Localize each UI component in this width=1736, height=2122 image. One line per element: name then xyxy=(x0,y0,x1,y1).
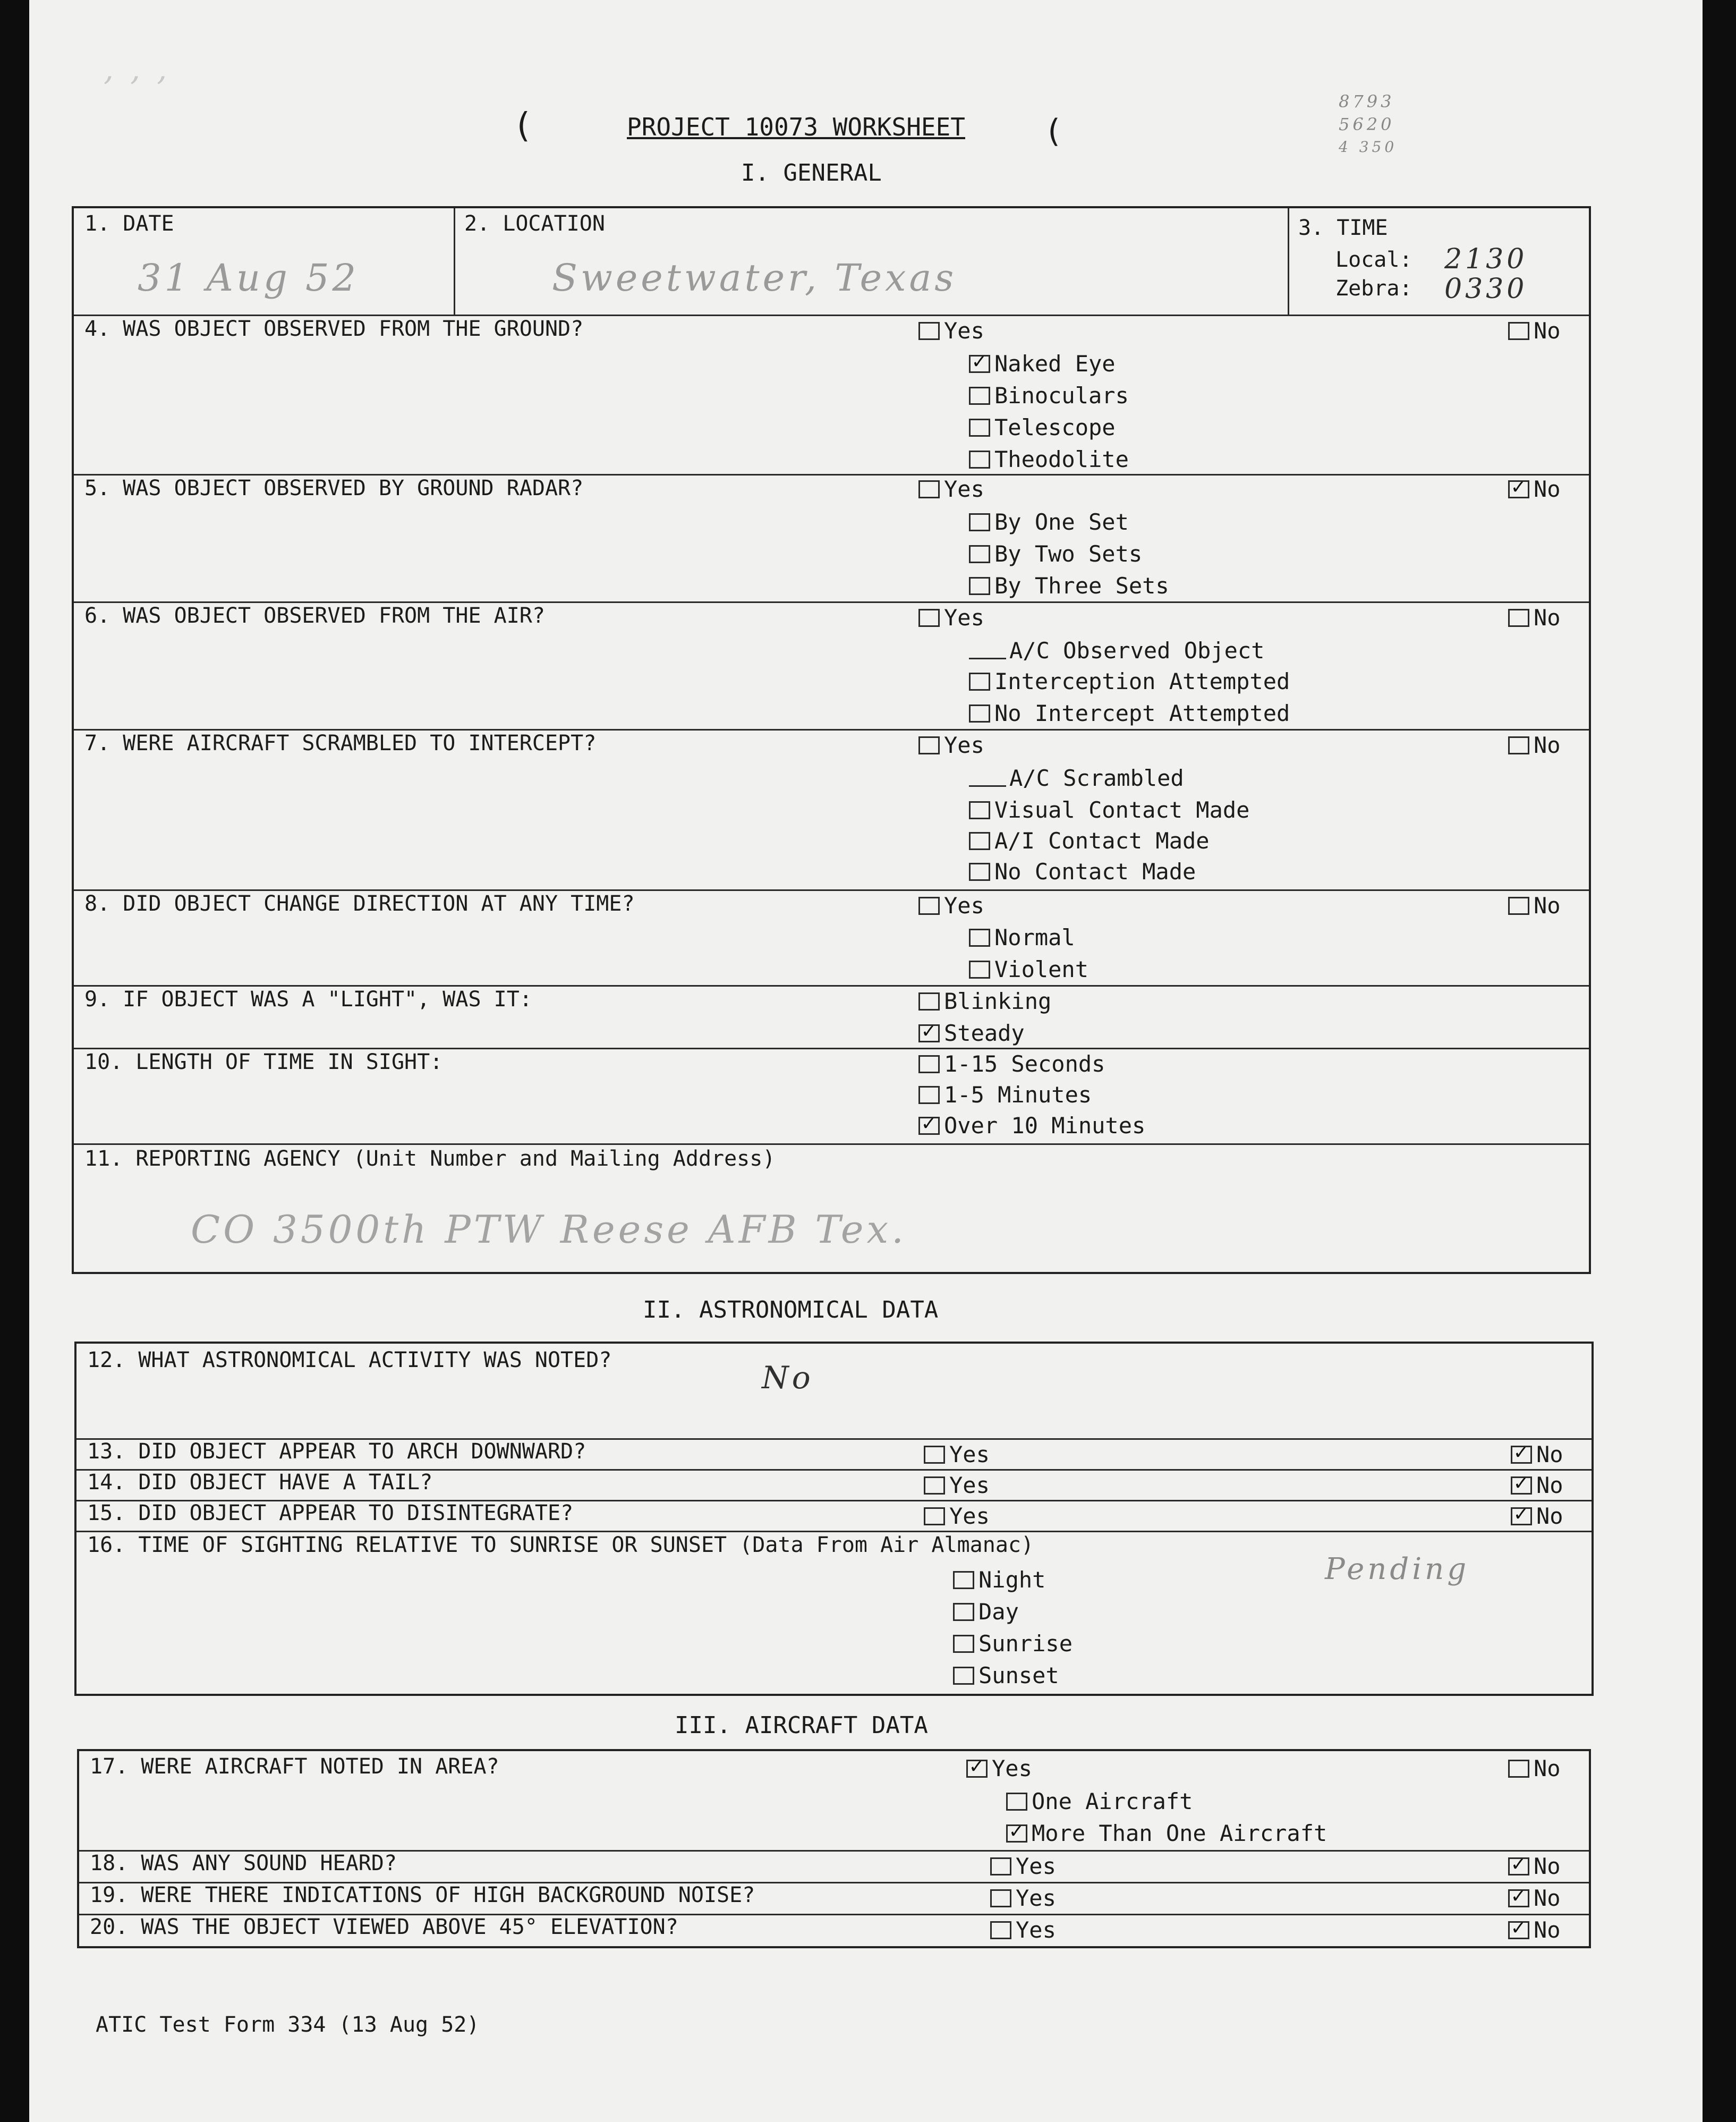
q4-naked-eye-option[interactable] xyxy=(969,351,1116,377)
q9-steady-label: Steady xyxy=(944,1020,1025,1046)
q17-no-label: No xyxy=(1534,1755,1561,1781)
q8-normal-option[interactable] xyxy=(969,924,1075,950)
handwritten-location[interactable]: Sweetwater, Texas xyxy=(552,256,957,300)
zebra-label: Zebra: xyxy=(1335,276,1412,301)
checkbox-icon[interactable] xyxy=(918,992,940,1011)
q6-yes-label: Yes xyxy=(944,605,984,631)
checkbox-icon[interactable] xyxy=(1508,1760,1529,1778)
q6-interception-label: Interception Attempted xyxy=(994,668,1290,694)
q5-yes-label: Yes xyxy=(944,476,984,502)
worksheet-page xyxy=(29,0,1703,2122)
row-divider xyxy=(74,985,1589,987)
local-label: Local: xyxy=(1335,248,1412,272)
q16-night-option[interactable] xyxy=(953,1567,1045,1593)
general-table xyxy=(72,206,1591,1274)
q7-no-label: No xyxy=(1534,732,1561,758)
q6-no-option[interactable] xyxy=(1508,605,1561,631)
checkbox-checked-icon[interactable] xyxy=(1006,1824,1027,1843)
q20-no-label: No xyxy=(1534,1917,1561,1943)
checkbox-checked-icon[interactable] xyxy=(1511,1446,1532,1464)
checkbox-icon[interactable] xyxy=(969,704,990,723)
q8-violent-label: Violent xyxy=(994,956,1089,982)
q14-yes-option[interactable] xyxy=(924,1472,990,1498)
checkbox-checked-icon[interactable] xyxy=(969,355,990,373)
question-9: 9. IF OBJECT WAS A "LIGHT", WAS IT: xyxy=(84,987,532,1012)
q7-ai-contact-label: A/I Contact Made xyxy=(994,828,1210,854)
checkbox-icon[interactable] xyxy=(1508,609,1529,627)
q8-no-option[interactable] xyxy=(1508,893,1561,919)
question-20: 20. WAS THE OBJECT VIEWED ABOVE 45° ELEVATION? xyxy=(90,1915,678,1939)
q8-yes-option[interactable] xyxy=(918,893,984,919)
q7-scrambled-label: A/C Scrambled xyxy=(1009,765,1184,791)
q13-yes-label: Yes xyxy=(949,1441,990,1467)
q17-yes-option[interactable] xyxy=(966,1755,1032,1781)
q16-sunrise-label: Sunrise xyxy=(978,1631,1073,1657)
question-6: 6. WAS OBJECT OBSERVED FROM THE AIR? xyxy=(84,604,545,628)
checkbox-icon[interactable] xyxy=(969,961,990,979)
q6-no-label: No xyxy=(1534,605,1561,631)
q10-seconds-option[interactable] xyxy=(918,1051,1105,1077)
handwritten-pending-note[interactable]: Pending xyxy=(1325,1552,1470,1586)
q5-one-set-option[interactable] xyxy=(969,509,1129,535)
row-divider xyxy=(74,1048,1589,1049)
q7-no-contact-option[interactable] xyxy=(969,859,1196,885)
checkbox-icon[interactable] xyxy=(918,897,940,915)
checkbox-icon[interactable] xyxy=(1508,736,1529,754)
question-1-date: 1. DATE xyxy=(84,211,174,236)
q8-yes-label: Yes xyxy=(944,893,984,919)
checkbox-icon[interactable] xyxy=(969,451,990,469)
checkbox-icon[interactable] xyxy=(918,1086,940,1104)
blank-line[interactable] xyxy=(969,642,1006,659)
divider xyxy=(454,208,455,315)
checkbox-icon[interactable] xyxy=(969,419,990,437)
q7-no-option[interactable] xyxy=(1508,732,1561,758)
checkbox-icon[interactable] xyxy=(953,1635,974,1653)
file-number-mark: 5620 xyxy=(1339,114,1395,134)
q14-no-option[interactable] xyxy=(1511,1472,1563,1498)
checkbox-icon[interactable] xyxy=(1006,1793,1027,1811)
q7-visual-option[interactable] xyxy=(969,797,1249,823)
q5-no-label: No xyxy=(1534,476,1561,502)
worksheet-title: PROJECT 10073 WORKSHEET xyxy=(627,113,965,141)
q5-three-sets-label: By Three Sets xyxy=(994,573,1169,599)
file-number-mark: 4 350 xyxy=(1339,138,1398,156)
q9-blinking-label: Blinking xyxy=(944,988,1052,1014)
q5-two-sets-option[interactable] xyxy=(969,541,1142,567)
q6-no-intercept-option[interactable] xyxy=(969,700,1290,726)
astronomical-table xyxy=(74,1342,1594,1696)
q18-yes-option[interactable] xyxy=(990,1853,1056,1879)
q18-yes-label: Yes xyxy=(1016,1853,1056,1879)
q18-no-label: No xyxy=(1534,1853,1561,1879)
q5-yes-option[interactable] xyxy=(918,476,984,502)
q8-no-label: No xyxy=(1534,893,1561,919)
question-18: 18. WAS ANY SOUND HEARD? xyxy=(90,1851,397,1875)
row-divider xyxy=(74,729,1589,731)
checkbox-icon[interactable] xyxy=(990,1889,1011,1907)
question-11: 11. REPORTING AGENCY (Unit Number and Mailing Address) xyxy=(84,1147,776,1171)
checkbox-icon[interactable] xyxy=(918,480,940,498)
q17-no-option[interactable] xyxy=(1508,1755,1561,1781)
checkbox-icon[interactable] xyxy=(969,929,990,947)
checkbox-icon[interactable] xyxy=(953,1571,974,1589)
q16-night-label: Night xyxy=(978,1567,1046,1593)
q7-yes-label: Yes xyxy=(944,732,984,758)
q16-sunset-option[interactable] xyxy=(953,1662,1059,1688)
checkbox-icon[interactable] xyxy=(990,1857,1011,1875)
q16-sunset-label: Sunset xyxy=(978,1662,1059,1688)
q4-theodolite-label: Theodolite xyxy=(994,446,1129,472)
form-footer: ATIC Test Form 334 (13 Aug 52) xyxy=(96,2013,480,2037)
checkbox-icon[interactable] xyxy=(1508,897,1529,915)
q15-no-option[interactable] xyxy=(1511,1503,1563,1529)
divider xyxy=(1288,208,1289,315)
q7-visual-label: Visual Contact Made xyxy=(994,797,1250,823)
q13-yes-option[interactable] xyxy=(924,1441,990,1467)
checkbox-checked-icon[interactable] xyxy=(1508,1921,1529,1939)
q15-yes-option[interactable] xyxy=(924,1503,990,1529)
checkbox-icon[interactable] xyxy=(953,1603,974,1621)
q6-observed-label: A/C Observed Object xyxy=(1009,638,1265,664)
checkbox-icon[interactable] xyxy=(918,736,940,754)
checkbox-icon[interactable] xyxy=(969,387,990,405)
q4-yes-option[interactable] xyxy=(918,318,984,344)
q16-day-option[interactable] xyxy=(953,1599,1019,1625)
question-17: 17. WERE AIRCRAFT NOTED IN AREA? xyxy=(90,1754,499,1779)
checkbox-icon[interactable] xyxy=(924,1476,945,1495)
q4-no-label: No xyxy=(1534,318,1561,344)
q10-over-ten-option[interactable] xyxy=(918,1113,1145,1139)
row-divider xyxy=(74,474,1589,476)
q7-no-contact-label: No Contact Made xyxy=(994,859,1196,885)
q4-no-option[interactable] xyxy=(1508,318,1561,344)
paren-mark-right: ( xyxy=(1044,113,1063,150)
aircraft-table xyxy=(77,1749,1591,1948)
checkbox-checked-icon[interactable] xyxy=(1508,1889,1529,1907)
question-8: 8. DID OBJECT CHANGE DIRECTION AT ANY TIME? xyxy=(84,892,635,916)
checkbox-checked-icon[interactable] xyxy=(966,1760,988,1778)
checkbox-icon[interactable] xyxy=(918,609,940,627)
q6-observed-option[interactable] xyxy=(969,638,1264,664)
q7-scrambled-option[interactable] xyxy=(969,765,1184,791)
q10-over-ten-label: Over 10 Minutes xyxy=(944,1113,1146,1139)
checkbox-checked-icon[interactable] xyxy=(1511,1476,1532,1495)
q10-minutes-option[interactable] xyxy=(918,1082,1092,1108)
file-number-mark: 8793 xyxy=(1339,91,1395,112)
question-15: 15. DID OBJECT APPEAR TO DISINTEGRATE? xyxy=(87,1501,574,1525)
q17-more-aircraft-label: More Than One Aircraft xyxy=(1032,1820,1327,1846)
checkbox-icon[interactable] xyxy=(969,513,990,531)
q4-binoculars-label: Binoculars xyxy=(994,383,1129,409)
q5-one-set-label: By One Set xyxy=(994,509,1129,535)
question-7: 7. WERE AIRCRAFT SCRAMBLED TO INTERCEPT? xyxy=(84,731,597,756)
q19-no-label: No xyxy=(1534,1885,1561,1911)
question-16: 16. TIME OF SIGHTING RELATIVE TO SUNRISE OR SUNSET (Data From Air Almanac) xyxy=(87,1533,1034,1557)
checkbox-icon[interactable] xyxy=(924,1446,945,1464)
q17-yes-label: Yes xyxy=(992,1755,1032,1781)
q19-yes-label: Yes xyxy=(1016,1885,1056,1911)
q17-more-aircraft-option[interactable] xyxy=(1006,1820,1327,1846)
checkbox-icon[interactable] xyxy=(969,673,990,691)
section-heading-astronomical: II. ASTRONOMICAL DATA xyxy=(643,1296,939,1323)
q19-yes-option[interactable] xyxy=(990,1885,1056,1911)
checkbox-icon[interactable] xyxy=(918,322,940,340)
section-heading-general: I. GENERAL xyxy=(741,159,882,186)
question-3-time: 3. TIME xyxy=(1298,216,1388,240)
q7-ai-contact-option[interactable] xyxy=(969,828,1210,854)
checkbox-icon[interactable] xyxy=(969,801,990,819)
q14-no-label: No xyxy=(1536,1472,1563,1498)
q20-no-option[interactable] xyxy=(1508,1917,1561,1943)
zebra-time-value[interactable]: 0330 xyxy=(1444,273,1528,305)
q10-seconds-label: 1-15 Seconds xyxy=(944,1051,1105,1077)
q4-binoculars-option[interactable] xyxy=(969,383,1129,409)
q4-telescope-label: Telescope xyxy=(994,414,1116,440)
checkbox-icon[interactable] xyxy=(969,577,990,595)
q6-interception-option[interactable] xyxy=(969,668,1290,694)
question-19: 19. WERE THERE INDICATIONS OF HIGH BACKGROUND NOISE? xyxy=(90,1883,755,1907)
question-10: 10. LENGTH OF TIME IN SIGHT: xyxy=(84,1050,443,1074)
q16-sunrise-option[interactable] xyxy=(953,1631,1073,1657)
checkbox-checked-icon[interactable] xyxy=(918,1024,940,1042)
checkbox-icon[interactable] xyxy=(969,863,990,881)
q17-one-aircraft-option[interactable] xyxy=(1006,1788,1193,1814)
blank-line[interactable] xyxy=(969,769,1006,787)
q16-day-label: Day xyxy=(978,1599,1019,1625)
question-2-location: 2. LOCATION xyxy=(464,211,605,236)
row-divider xyxy=(74,601,1589,603)
row-divider xyxy=(74,1143,1589,1145)
q20-yes-option[interactable] xyxy=(990,1917,1056,1943)
row-divider xyxy=(74,315,1589,316)
q8-normal-label: Normal xyxy=(994,924,1075,950)
row-divider xyxy=(76,1531,1592,1532)
question-14: 14. DID OBJECT HAVE A TAIL? xyxy=(87,1470,433,1495)
checkbox-checked-icon[interactable] xyxy=(918,1117,940,1135)
checkbox-icon[interactable] xyxy=(969,545,990,563)
q6-yes-option[interactable] xyxy=(918,605,984,631)
checkbox-icon[interactable] xyxy=(969,832,990,850)
q15-yes-label: Yes xyxy=(949,1503,990,1529)
faint-marks: , , , xyxy=(104,50,171,88)
question-13: 13. DID OBJECT APPEAR TO ARCH DOWNWARD? xyxy=(87,1439,586,1464)
checkbox-icon[interactable] xyxy=(924,1507,945,1525)
checkbox-checked-icon[interactable] xyxy=(1508,1857,1529,1875)
q14-yes-label: Yes xyxy=(949,1472,990,1498)
q10-minutes-label: 1-5 Minutes xyxy=(944,1082,1092,1108)
q13-no-option[interactable] xyxy=(1511,1441,1563,1467)
checkbox-icon[interactable] xyxy=(990,1921,1011,1939)
q4-telescope-option[interactable] xyxy=(969,414,1116,440)
q4-yes-label: Yes xyxy=(944,318,984,344)
q13-no-label: No xyxy=(1536,1441,1563,1467)
checkbox-checked-icon[interactable] xyxy=(1508,480,1529,498)
q17-one-aircraft-label: One Aircraft xyxy=(1032,1788,1193,1814)
question-4: 4. WAS OBJECT OBSERVED FROM THE GROUND? xyxy=(84,317,584,341)
checkbox-icon[interactable] xyxy=(953,1667,974,1685)
q5-three-sets-option[interactable] xyxy=(969,573,1169,599)
q7-yes-option[interactable] xyxy=(918,732,984,758)
question-12: 12. WHAT ASTRONOMICAL ACTIVITY WAS NOTED? xyxy=(87,1348,612,1372)
q19-no-option[interactable] xyxy=(1508,1885,1561,1911)
handwritten-astronomical-answer[interactable]: No xyxy=(762,1360,814,1396)
checkbox-checked-icon[interactable] xyxy=(1511,1507,1532,1525)
q4-naked-eye-label: Naked Eye xyxy=(994,351,1116,377)
q5-two-sets-label: By Two Sets xyxy=(994,541,1143,567)
q8-violent-option[interactable] xyxy=(969,956,1088,982)
paren-mark-left: ( xyxy=(513,106,533,146)
handwritten-date[interactable]: 31 Aug 52 xyxy=(138,256,360,300)
q9-blinking-option[interactable] xyxy=(918,988,1051,1014)
q4-theodolite-option[interactable] xyxy=(969,446,1129,472)
handwritten-reporting-agency[interactable]: CO 3500th PTW Reese AFB Tex. xyxy=(191,1207,907,1252)
q6-no-intercept-label: No Intercept Attempted xyxy=(994,700,1290,726)
q20-yes-label: Yes xyxy=(1016,1917,1056,1943)
q18-no-option[interactable] xyxy=(1508,1853,1561,1879)
local-time-value[interactable]: 2130 xyxy=(1444,243,1528,275)
q15-no-label: No xyxy=(1536,1503,1563,1529)
checkbox-icon[interactable] xyxy=(918,1055,940,1073)
question-5: 5. WAS OBJECT OBSERVED BY GROUND RADAR? xyxy=(84,476,584,500)
row-divider xyxy=(74,889,1589,891)
q9-steady-option[interactable] xyxy=(918,1020,1025,1046)
checkbox-icon[interactable] xyxy=(1508,322,1529,340)
q5-no-option[interactable] xyxy=(1508,476,1561,502)
section-heading-aircraft: III. AIRCRAFT DATA xyxy=(675,1712,928,1739)
